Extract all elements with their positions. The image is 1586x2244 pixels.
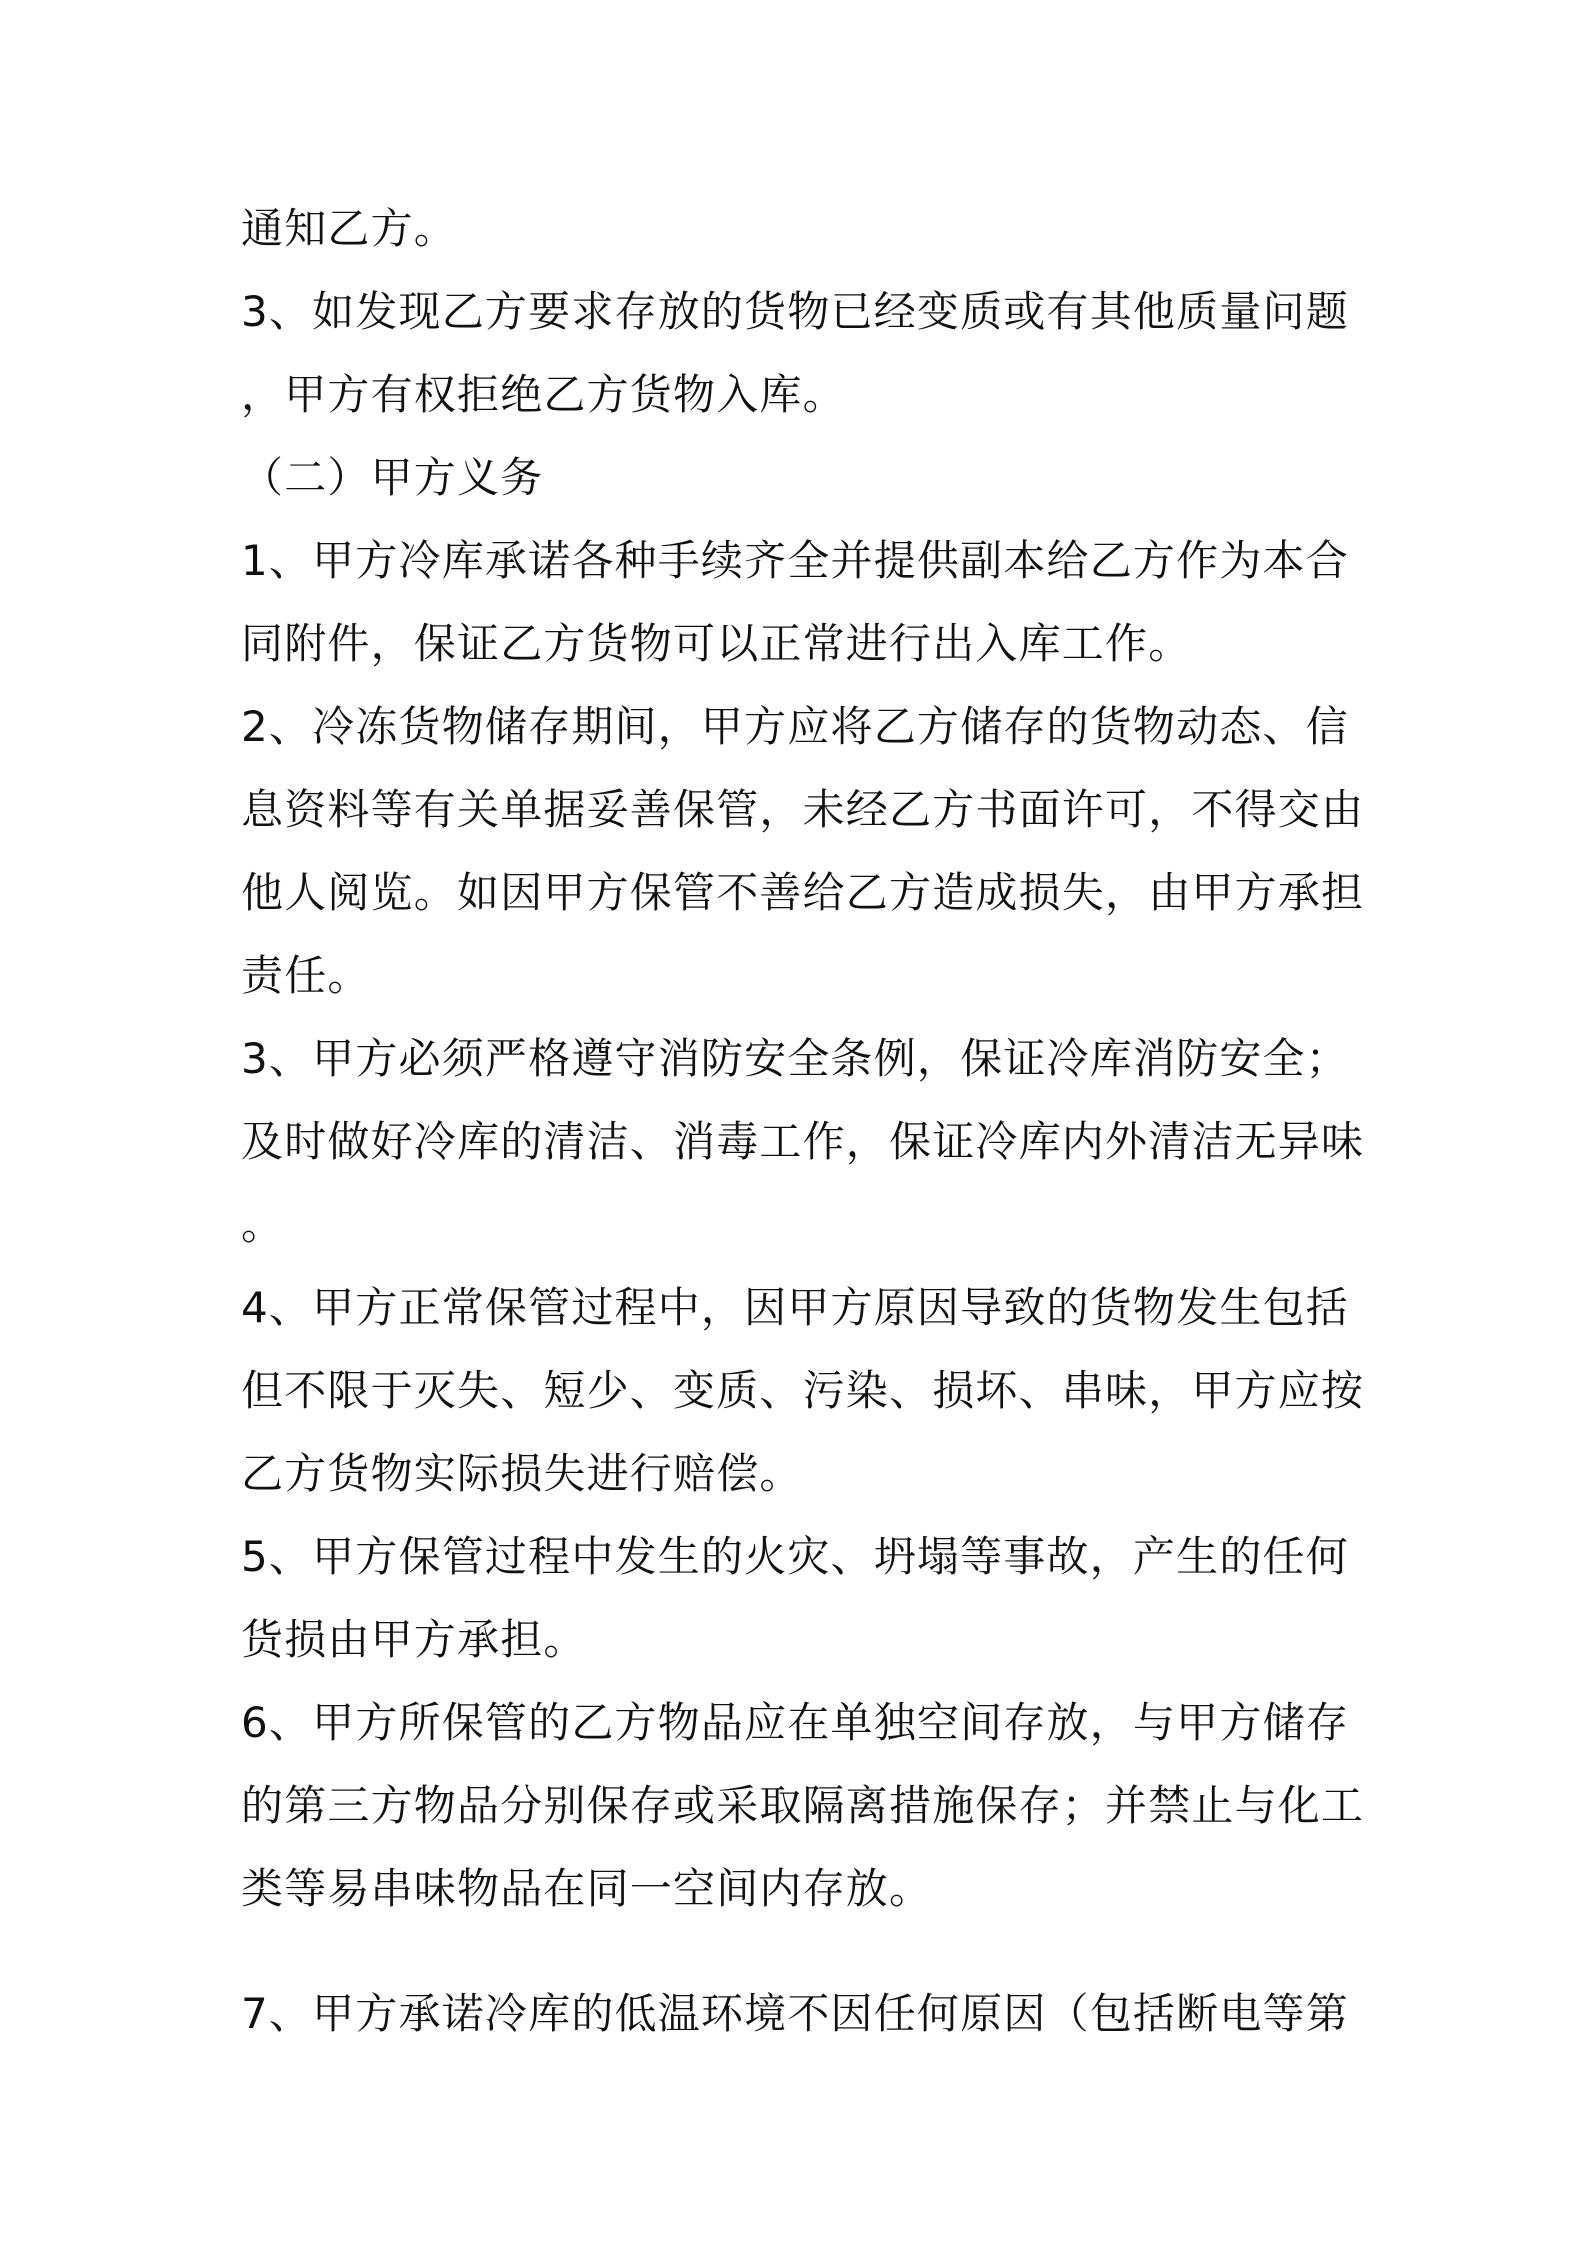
text-line: 及时做好冷库的清洁、消毒工作，保证冷库内外清洁无异味 xyxy=(241,1117,1365,1166)
text-line: 通知乙方。 xyxy=(241,204,458,253)
text-line: 5、甲方保管过程中发生的火灾、坍塌等事故，产生的任何 xyxy=(241,1532,1349,1581)
text-line: ，甲方有权拒绝乙方货物入库。 xyxy=(241,370,846,419)
text-line: 的第三方物品分别保存或采取隔离措施保存；并禁止与化工 xyxy=(241,1781,1365,1830)
text-line: 息资料等有关单据妥善保管，未经乙方书面许可，不得交由 xyxy=(241,785,1365,834)
text-line: 但不限于灭失、短少、变质、污染、损坏、串味，甲方应按 xyxy=(241,1366,1365,1415)
section-heading: （二）甲方义务 xyxy=(241,453,544,502)
text-line: 6、甲方所保管的乙方物品应在单独空间存放，与甲方储存 xyxy=(241,1698,1349,1747)
text-line: 2、冷冻货物储存期间，甲方应将乙方储存的货物动态、信 xyxy=(241,702,1349,751)
text-line: 同附件，保证乙方货物可以正常进行出入库工作。 xyxy=(241,619,1192,668)
text-line: 。 xyxy=(241,1200,285,1249)
text-line: 类等易串味物品在同一空间内存放。 xyxy=(241,1864,933,1913)
text-line: 1、甲方冷库承诺各种手续齐全并提供副本给乙方作为本合 xyxy=(241,536,1349,585)
text-line: 乙方货物实际损失进行赔偿。 xyxy=(241,1449,803,1498)
text-line: 货损由甲方承担。 xyxy=(241,1615,587,1664)
text-line: 3、如发现乙方要求存放的货物已经变质或有其他质量问题 xyxy=(241,287,1349,336)
text-line: 7、甲方承诺冷库的低温环境不因任何原因（包括断电等第 xyxy=(241,1989,1349,2038)
text-line: 责任。 xyxy=(241,951,371,1000)
text-line: 他人阅览。如因甲方保管不善给乙方造成损失，由甲方承担 xyxy=(241,868,1365,917)
text-line: 3、甲方必须严格遵守消防安全条例，保证冷库消防安全； xyxy=(241,1034,1349,1083)
text-line: 4、甲方正常保管过程中，因甲方原因导致的货物发生包括 xyxy=(241,1283,1349,1332)
